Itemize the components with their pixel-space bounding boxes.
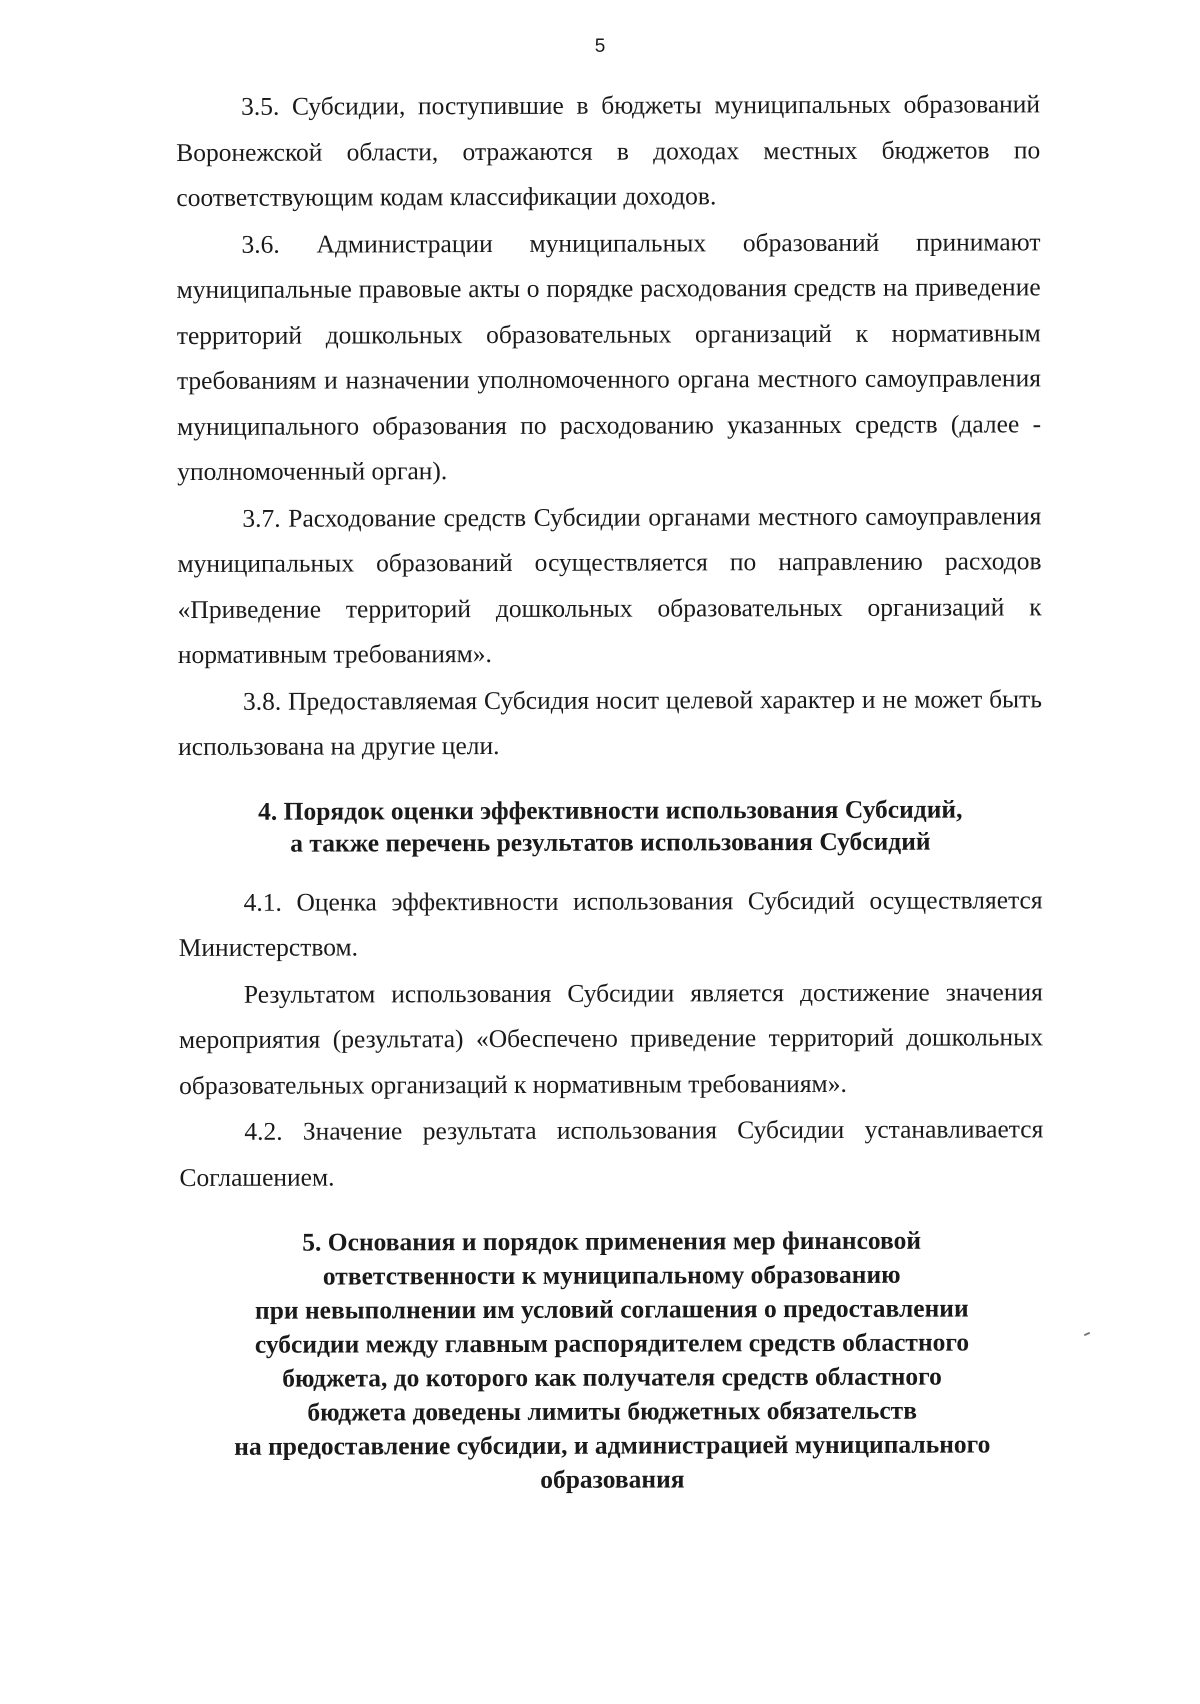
paragraph-4-1: 4.1. Оценка эффективности использования Субсидий осуществляется Министерством. (178, 884, 1043, 962)
section-5-heading-line: на предоставление субсидии, и администрацией муниципального (234, 1429, 991, 1461)
section-4-heading-line-1: 4. Порядок оценки эффективности использования Субсидий, (258, 794, 963, 826)
section-5-heading-line: 5. Основания и порядок применения мер финансовой (302, 1225, 922, 1257)
page-body (176, 81, 1044, 1498)
paragraph-4-2: 4.2. Значение результата использования Субсидии устанавливается Соглашением. (179, 1114, 1044, 1192)
section-5-heading-line: при невыполнении им условий соглашения о предоставлении (254, 1293, 969, 1325)
paragraph-3-6: 3.6. Администрации муниципальных образований принимают муниципальные правовые акты о порядке расходования средств на приведение территорий дошкольных образовательных организаций к нормативным требованиям и назначении уполномоченного органа местного самоуправления муниципального образования по расходованию указанных средств (далее - уполномоченный орган). (176, 226, 1042, 486)
section-5-heading-line: образования (540, 1464, 685, 1494)
section-5-heading (180, 1223, 1045, 1498)
paragraph-3-8: 3.8. Предоставляемая Субсидия носит целевой характер и не может быть использована на другие цели. (178, 683, 1042, 761)
paragraph-result: Результатом использования Субсидии является достижение значения мероприятия (результата) «Обеспечено приведение территорий дошкольных образовательных организаций к нормативным требованиям». (178, 976, 1044, 1100)
paragraph-3-7: 3.7. Расходование средств Субсидии органами местного самоуправления муниципальных образований осуществляется по направлению расходов «Приведение территорий дошкольных образовательных организаций к нормативным требованиям». (177, 500, 1042, 669)
section-5-heading-line: ответственности к муниципальному образованию (322, 1259, 901, 1291)
section-5-heading-line: бюджета, до которого как получателя средств областного (282, 1361, 942, 1393)
paragraph-3-5: 3.5. Субсидии, поступившие в бюджеты муниципальных образований Воронежской области, отражаются в доходах местных бюджетов по соответствующим кодам классификации доходов. (176, 89, 1041, 212)
page-number: 5 (594, 36, 606, 57)
section-4-heading (178, 793, 1042, 860)
section-4-heading-line-2: а также перечень результатов использования Субсидий (290, 826, 931, 858)
section-5-heading-line: субсидии между главным распорядителем средств областного (254, 1327, 970, 1359)
section-5-heading-line: бюджета доведены лимиты бюджетных обязательств (307, 1395, 918, 1427)
scan-speck (1084, 1332, 1090, 1336)
